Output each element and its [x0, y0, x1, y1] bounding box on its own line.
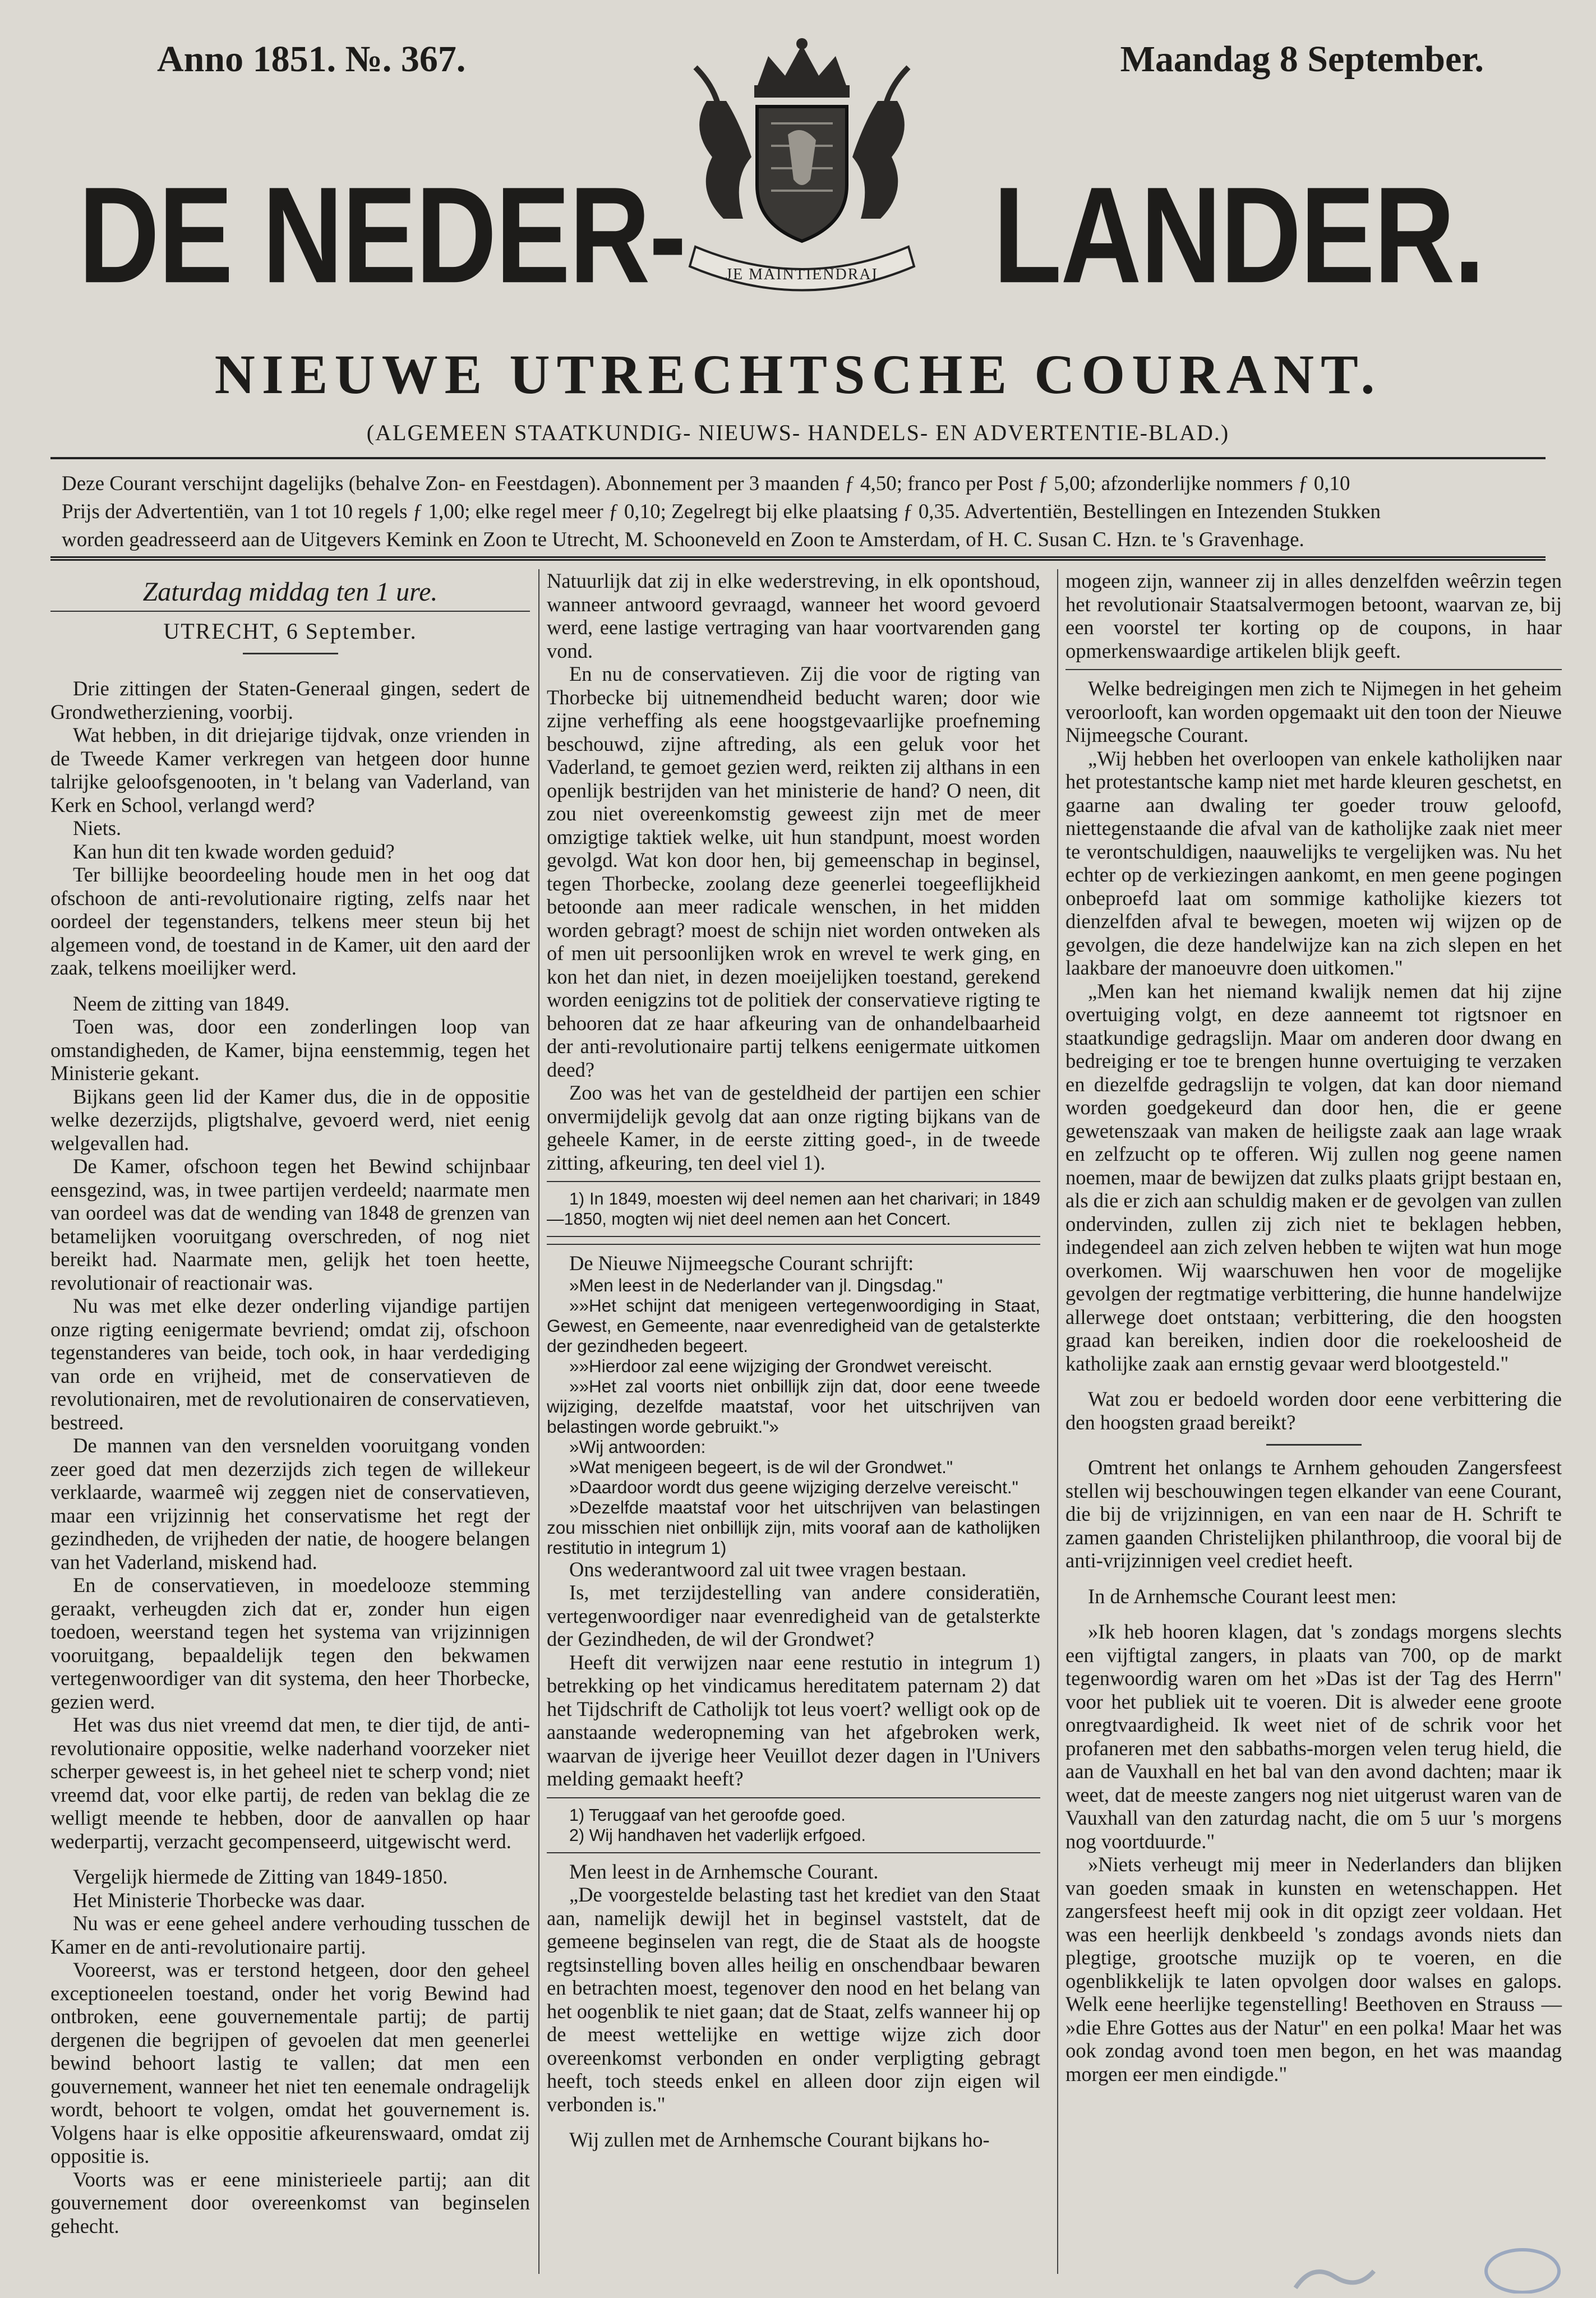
paragraph: Wat hebben, in dit driejarige tijdvak, onze vrienden in de Tweede Kamer verkregen van hetgeen door hunne talrijke geloofsgenooten, in 't belang van Vaderland, van Kerk en School, verlangd werd?: [50, 723, 530, 816]
paragraph: Wat zou er bedoeld worden door eene verbittering die den hoogsten graad bereikt?: [1065, 1387, 1562, 1434]
paragraph: „Men kan het niemand kwalijk nemen dat hij zijne overtuiging volgt, en deze aanneemt tot rigtsnoer en staatkundige gedragslijn. Maar om anderen door dwang en bedreiging er toe te brengen hunne overtuiging te verzaken en diezelfde gedragslijn te volgen, dat kan door niemand worden goedgekeurd dan door hen, die er geene gewetenszaak van maken de heiligste zaak aan lage wraak en zelfzucht op te offeren. Wij zullen nog geene namen noemen, maar de bewijzen dat zulks plaats grijpt bestaan en, als die er zich aan schuldig maken er de gevolgen van zullen ondervinden, zullen zij zich niet te beklagen hebben, indegendeel aan zich zelven hebben te wijten wat hun moge overkomen. Wij waarschuwen hen voor de mogelijke gevolgen der regtmatige verbittering, die hunne handelwijze allerwege doet ontstaan; verbittering, die den hoogsten graad kan bereiken, indien door die roekeloosheid de katholijke zaak aan ernstig gevaar werd blootgesteld.": [1065, 979, 1562, 1375]
edition-heading: Zaturdag middag ten 1 ure.: [142, 577, 438, 607]
info-line: worden geadresseerd aan de Uitgevers Kemink en Zoon te Utrecht, M. Schooneveld en Zoon te Amsterdam, of H. C. Susan C. Hzn. te 's Gravenhage.: [62, 528, 1304, 551]
quote-intro: De Nieuwe Nijmeegsche Courant schrijft:: [569, 1252, 914, 1275]
quote-line: »Wat menigeen begeert, is de wil der Grondwet.": [569, 1456, 953, 1477]
paragraph: Niets.: [73, 816, 122, 839]
paragraph: Welke bedreigingen men zich te Nijmegen in het geheim veroorlooft, kan worden opgemaakt uit den toon der Nieuwe Nijmeegsche Courant.: [1065, 677, 1562, 746]
paragraph: In de Arnhemsche Courant leest men:: [1088, 1584, 1397, 1608]
quote-line: »Men leest in de Nederlander van jl. Dingsdag.": [569, 1275, 943, 1295]
paragraph: Bijkans geen lid der Kamer dus, die in de oppositie welke dezerzijds, pligtshalve, gevoerd werd, niet eenig welgevallen had.: [50, 1085, 530, 1155]
footnote: 1) In 1849, moesten wij deel nemen aan het charivari; in 1849—1850, mogten wij niet deel nemen aan het Concert.: [547, 1189, 1040, 1229]
paragraph: Wij zullen met de Arnhemsche Courant bijkans ho-: [569, 2128, 990, 2151]
paragraph: Ter billijke beoordeeling houde men in het oog dat ofschoon de anti-revolutionaire rigting, zelfs naar het oordeel der tegenstanders, telkens meer steun bij het algemeen vond, de toestand in de Kamer, uit den aard der zaak, telkens moeilijker werd.: [50, 863, 530, 979]
column-divider: [1057, 569, 1058, 2274]
paragraph: Nu was met elke dezer onderling vijandige partijen onze rigting eenigermate bevriend; omdat zij, ofschoon tegenstanderes van beide, toch ook, in haar verdediging van orde en vrijheid, met de conservatieven de revolutionairen, met de revolutionairen de conservatieven, bestreed.: [50, 1294, 530, 1434]
paragraph: Kan hun dit ten kwade worden geduid?: [73, 839, 395, 863]
paragraph: Vergelijk hiermede de Zitting van 1849-1850.: [73, 1865, 448, 1888]
paragraph: Heeft dit verwijzen naar eene restutio in integrum 1) betrekking op het vindicamus hereditatem paternam 2) dat het Tijdschrift de Catholijk tot leus voert? welligt ook op de aanstaande wederopneming van het afgebroken werk, waarvan de ijverige heer Veuillot dezer dagen in l'Univers melding gemaakt heeft?: [547, 1650, 1040, 1790]
newspaper-tagline: (ALGEMEEN STAATKUNDIG- NIEUWS- HANDELS- EN ADVERTENTIE-BLAD.): [366, 420, 1230, 445]
paragraph: Drie zittingen der Staten-Generaal gingen, sedert de Grondwetherziening, voorbij.: [50, 677, 530, 723]
quote-line: »Wij antwoorden:: [569, 1436, 706, 1457]
column-3: [1065, 569, 1562, 2085]
divider: [547, 1236, 1040, 1237]
issue-date: Maandag 8 September.: [1120, 39, 1484, 80]
short-divider: [1266, 1444, 1362, 1446]
paragraph: En de conservatieven, in moedelooze stemming geraakt, verheugden zich dat er, zonder hun eigen toedoen, weerstand tegen het systema van vrijzinnigen vooruitgang, bepaaldelijk tegen den bekwamen vertegenwoordiger van dit systema, den heer Thorbecke, gezien werd.: [50, 1573, 530, 1713]
paragraph: Ons wederantwoord zal uit twee vragen bestaan.: [569, 1557, 967, 1581]
paragraph: De Kamer, ofschoon tegen het Bewind schijnbaar eensgezind, was, in twee partijen verdeeld; naarmate men van oordeel was dat de wending van 1848 de grenzen van betamelijken vooruitgang overschreden, of nog niet bereikt had. Naarmate men, gelijk het toen heette, revolutionair of reactionair was.: [50, 1155, 530, 1294]
paragraph: Is, met terzijdestelling van andere consideratiën, vertegenwoordiger naar evenredigheid van de getalsterkte der Gezindheden, de wil der Grondwet?: [547, 1581, 1040, 1650]
divider: [547, 1797, 1040, 1798]
header-rule: [50, 457, 1546, 459]
divider: [50, 611, 530, 612]
quote-line: »»Hierdoor zal eene wijziging der Grondwet vereischt.: [569, 1355, 993, 1376]
paragraph: Toen was, door een zonderlingen loop van omstandigheden, de Kamer, bijna eenstemmig, tegen het Ministerie gekant.: [50, 1015, 530, 1085]
paragraph: Voorts was er eene ministerieele partij; aan dit gouvernement door overeenkomst van beginselen gehecht.: [50, 2167, 530, 2237]
info-line: Prijs der Advertentiën, van 1 tot 10 regels ƒ 1,00; elke regel meer ƒ 0,10; Zegelregt bij elke plaatsing ƒ 0,35. Advertentiën, Bestellingen en Intezenden Stukken: [62, 500, 1381, 523]
paragraph: En nu de conservatieven. Zij die voor de rigting van Thorbecke bij uitnemendheid beducht waren; door wie zijne verheffing als eene hoogstgevaarlijke proefneming beschouwd, zijne aftreding, als een geluk voor het Vaderland, te gemoet gezien werd, reikten zij althans in een openlijk bestrijden van het ministerie de hand? O neen, dit zou niet overeenkomstig geweest zijn met de meer omzigtige taktiek welke, uit hun standpunt, moest worden gevolgd. Wat kon door hen, bij gemeenschap in beginsel, tegen Thorbecke, zoolang deze geenerlei toegeeflijkheid betoonde aan meer radicale wenschen, in het midden worden gebragt? moest de schijn niet worden ontweken als of men uit persoonlijken wrok en wrevel te werk ging, en kon het dan niet, in dezen moeijelijken toestand, gerekend worden eenigzins tot de politiek der conservatieve rigting te behooren dat ze haar afkeuring van de onhandelbaarheid der anti-revolutionaire partij telkens eenigermate uitkomen deed?: [547, 662, 1040, 1081]
paragraph: »Ik heb hooren klagen, dat 's zondags morgens slechts een vijftigtal zangers, in plaats van 700, op de markt tegenwoordig waren om het »Das ist der Tag des Herrn" voor het publiek uit te voeren. Dit is alweder eene groote onregtvaardigheid. Ik weet niet of de schrik voor het profaneren met den sabbaths-morgen velen terug hield, die aan de Vauxhall en het bal van den avond dachten; maar ik weet, dat de meeste zangers nog niet uitgerust waren van de Vauxhall van den zaturdag nacht, die om 5 uur 's morgens nog voortduurde.": [1065, 1620, 1562, 1853]
column-1: [50, 569, 530, 2237]
paragraph: Nu was er eene geheel andere verhouding tusschen de Kamer en de anti-revolutionaire partij.: [50, 1912, 530, 1958]
library-stamp-icon: [1480, 2237, 1565, 2294]
motto-text: JE MAINTIENDRAI: [726, 266, 878, 283]
info-line: Deze Courant verschijnt dagelijks (behalve Zon- en Feestdagen). Abonnement per 3 maanden ƒ 4,50; franco per Post ƒ 5,00; afzonderlijke nommers ƒ 0,10: [62, 472, 1350, 495]
quote-line: »Daardoor wordt dus geene wijziging derzelve vereischt.": [569, 1476, 1018, 1497]
paragraph: »Niets verheugt mij meer in Nederlanders dan blijken van goeden smaak in kunsten en wetenschappen. Het zangersfeest heeft mij ook in dit opzigt zeer voldaan. Het was een heerlijk denkbeeld 's zondags avonds niets dan plegtige, grootsche muzijk op te voeren, en die ogenblikkelijk te laten opvolgen door walses en galops. Welk eene heerlijke tegenstelling! Beethoven en Strauss — »die Ehre Gottes aus der Natur" en een polka! Maar het was ook zondag avond toen men begon, en het was maandag morgen eer men eindigde.": [1065, 1853, 1562, 2085]
royal-coat-of-arms-icon: [628, 34, 976, 308]
subscription-info: [62, 470, 1534, 554]
paragraph: mogeen zijn, wanneer zij in alles denzelfden weêrzin tegen het revolutionair Staatsalvermogen betoont, waarvan ze, bij een voorstel ter korting op de coupons, in haar opmerkenswaardige artikelen blijk geeft.: [1065, 569, 1562, 662]
paragraph: Zoo was het van de gesteldheid der partijen een schier onvermijdelijk gevolg dat aan onze rigting bijkans van de geheele Kamer, in de eerste zitting goed-, in de tweede zitting, afkeuring, ten deel viel 1).: [547, 1081, 1040, 1174]
divider: [547, 1852, 1040, 1853]
paragraph: Vooreerst, was er terstond hetgeen, door den geheel exceptioneelen toestand, onder het vorig Bewind had ontbroken, eene gouvernementale partij; de partij dergenen die begrijpen of gevoelen dat men geenerlei bewind behoort lastig te vallen; dat men een gouvernement, wanneer het niet ten eenemale ondragelijk wordt, behoort te volgen, omdat het gouvernement is. Volgens haar is elke oppositie afkeurenswaard, omdat zij oppositie is.: [50, 1958, 530, 2167]
paragraph: Het was dus niet vreemd dat men, te dier tijd, de anti-revolutionaire oppositie, welke naderhand voorzeker niet scherper geweest is, in het geheel niet te scherp vond; niet vreemd dat, voor elke partij, de reden van beklag die ze welligt meende te hebben, door de aanvallen op haar wederpartij, verzacht gecompenseerd, uitgewischt werd.: [50, 1713, 530, 1853]
dateline: UTRECHT, 6 September.: [163, 618, 417, 644]
paragraph: Natuurlijk dat zij in elke wederstreving, in elk opontshoud, wanneer antwoord gevraagd, wanneer het woord gevoerd werd, eene lastige vertraging van haar voortvarenden gang vond.: [547, 569, 1040, 662]
paragraph: Neem de zitting van 1849.: [73, 991, 290, 1015]
ink-stamp-icon: [1290, 2260, 1380, 2294]
masthead-title-left: DE NEDER-: [79, 159, 686, 312]
paragraph: Omtrent het onlangs te Arnhem gehouden Zangersfeest stellen wij beschouwingen tegen elkander van eene Courant, die bij de vrijzinnigen, en van een naar de H. Schrift te zamen gaanden Christelijken philanthroop, die vooral bij de anti-vrijzinnigen veel crediet heeft.: [1065, 1456, 1562, 1572]
divider: [547, 1181, 1040, 1182]
quote-line: »Dezelfde maatstaf voor het uitschrijven van belastingen zou misschien niet onbillijk zijn, mits vooraf aan de katholijken restitutio in integrum 1): [547, 1497, 1040, 1558]
masthead-title-right: LANDER.: [993, 159, 1484, 312]
footnote: 2) Wij handhaven het vaderlijk erfgoed.: [569, 1825, 866, 1845]
divider: [547, 1244, 1040, 1245]
double-rule: [50, 556, 1546, 564]
paragraph: De mannen van den versnelden vooruitgang vonden zeer goed dat men dezerzijds zich tegen de willekeur verklaarde, waarmeê wij zeggen niet de conservatieven, maar een vrijzinnig het conservatisme het regt der gezindheden, de vrijheden der natie, de hoogere belangen van het Vaderland, miskend had.: [50, 1434, 530, 1573]
paragraph: Men leest in de Arnhemsche Courant.: [569, 1859, 879, 1883]
issue-number: Anno 1851. №. 367.: [157, 39, 466, 80]
paragraph: Het Ministerie Thorbecke was daar.: [73, 1888, 366, 1912]
quote-line: »»Het schijnt dat menigeen vertegenwoordiging in Staat, Gewest, en Gemeente, naar evenredigheid van de getalsterkte der gezindheden begeert.: [547, 1295, 1040, 1356]
column-divider: [538, 569, 539, 2274]
divider: [1065, 669, 1562, 670]
newspaper-subtitle: NIEUWE UTRECHTSCHE COURANT.: [214, 343, 1382, 405]
short-divider: [243, 653, 338, 654]
quote-line: »»Het zal voorts niet onbillijk zijn dat, door eene tweede wijziging, dezelfde maatstaf, voor het uitschrijven van belastingen worde gebruikt."»: [547, 1376, 1040, 1437]
paragraph: „De voorgestelde belasting tast het krediet van den Staat aan, namelijk dewijl het in beginsel vaststelt, dat de gemeene beginselen van regt, die de Staat als de hoogste regtsinstelling boven alles heilig en onschendbaar bewaren en betrachten moest, tegenover den nood en het belang van het oogenblik te niet gaan; dat de Staat, zelfs wanneer hij op de meest wettelijke en wettige wijze zich door overeenkomst verbonden en onder verpligting gebragt heeft, toch steeds enkel en alleen door zijn eigen wil verbonden is.": [547, 1883, 1040, 2116]
footnote: 1) Teruggaaf van het geroofde goed.: [569, 1805, 846, 1825]
column-2: [547, 569, 1040, 2152]
paragraph: „Wij hebben het overloopen van enkele katholijken naar het protestantsche kamp niet met harde kleuren geschetst, en gaarne aan dwaling ter goeder trouw geloofd, niettegenstaande die afval van de katholijke zaak niet meer te verontschuldigen, naauwelijks te vergelijken was. Nu het echter op de verkiezingen aankomt, en men geene pogingen onbeproefd laat om sommige katholijke kiezers tot dienzelfden afval te bewegen, moeten wij wijzen op de gevolgen, die deze handelwijze kan na zich slepen en het laakbare der manoeuvre doen uitkomen.": [1065, 746, 1562, 979]
